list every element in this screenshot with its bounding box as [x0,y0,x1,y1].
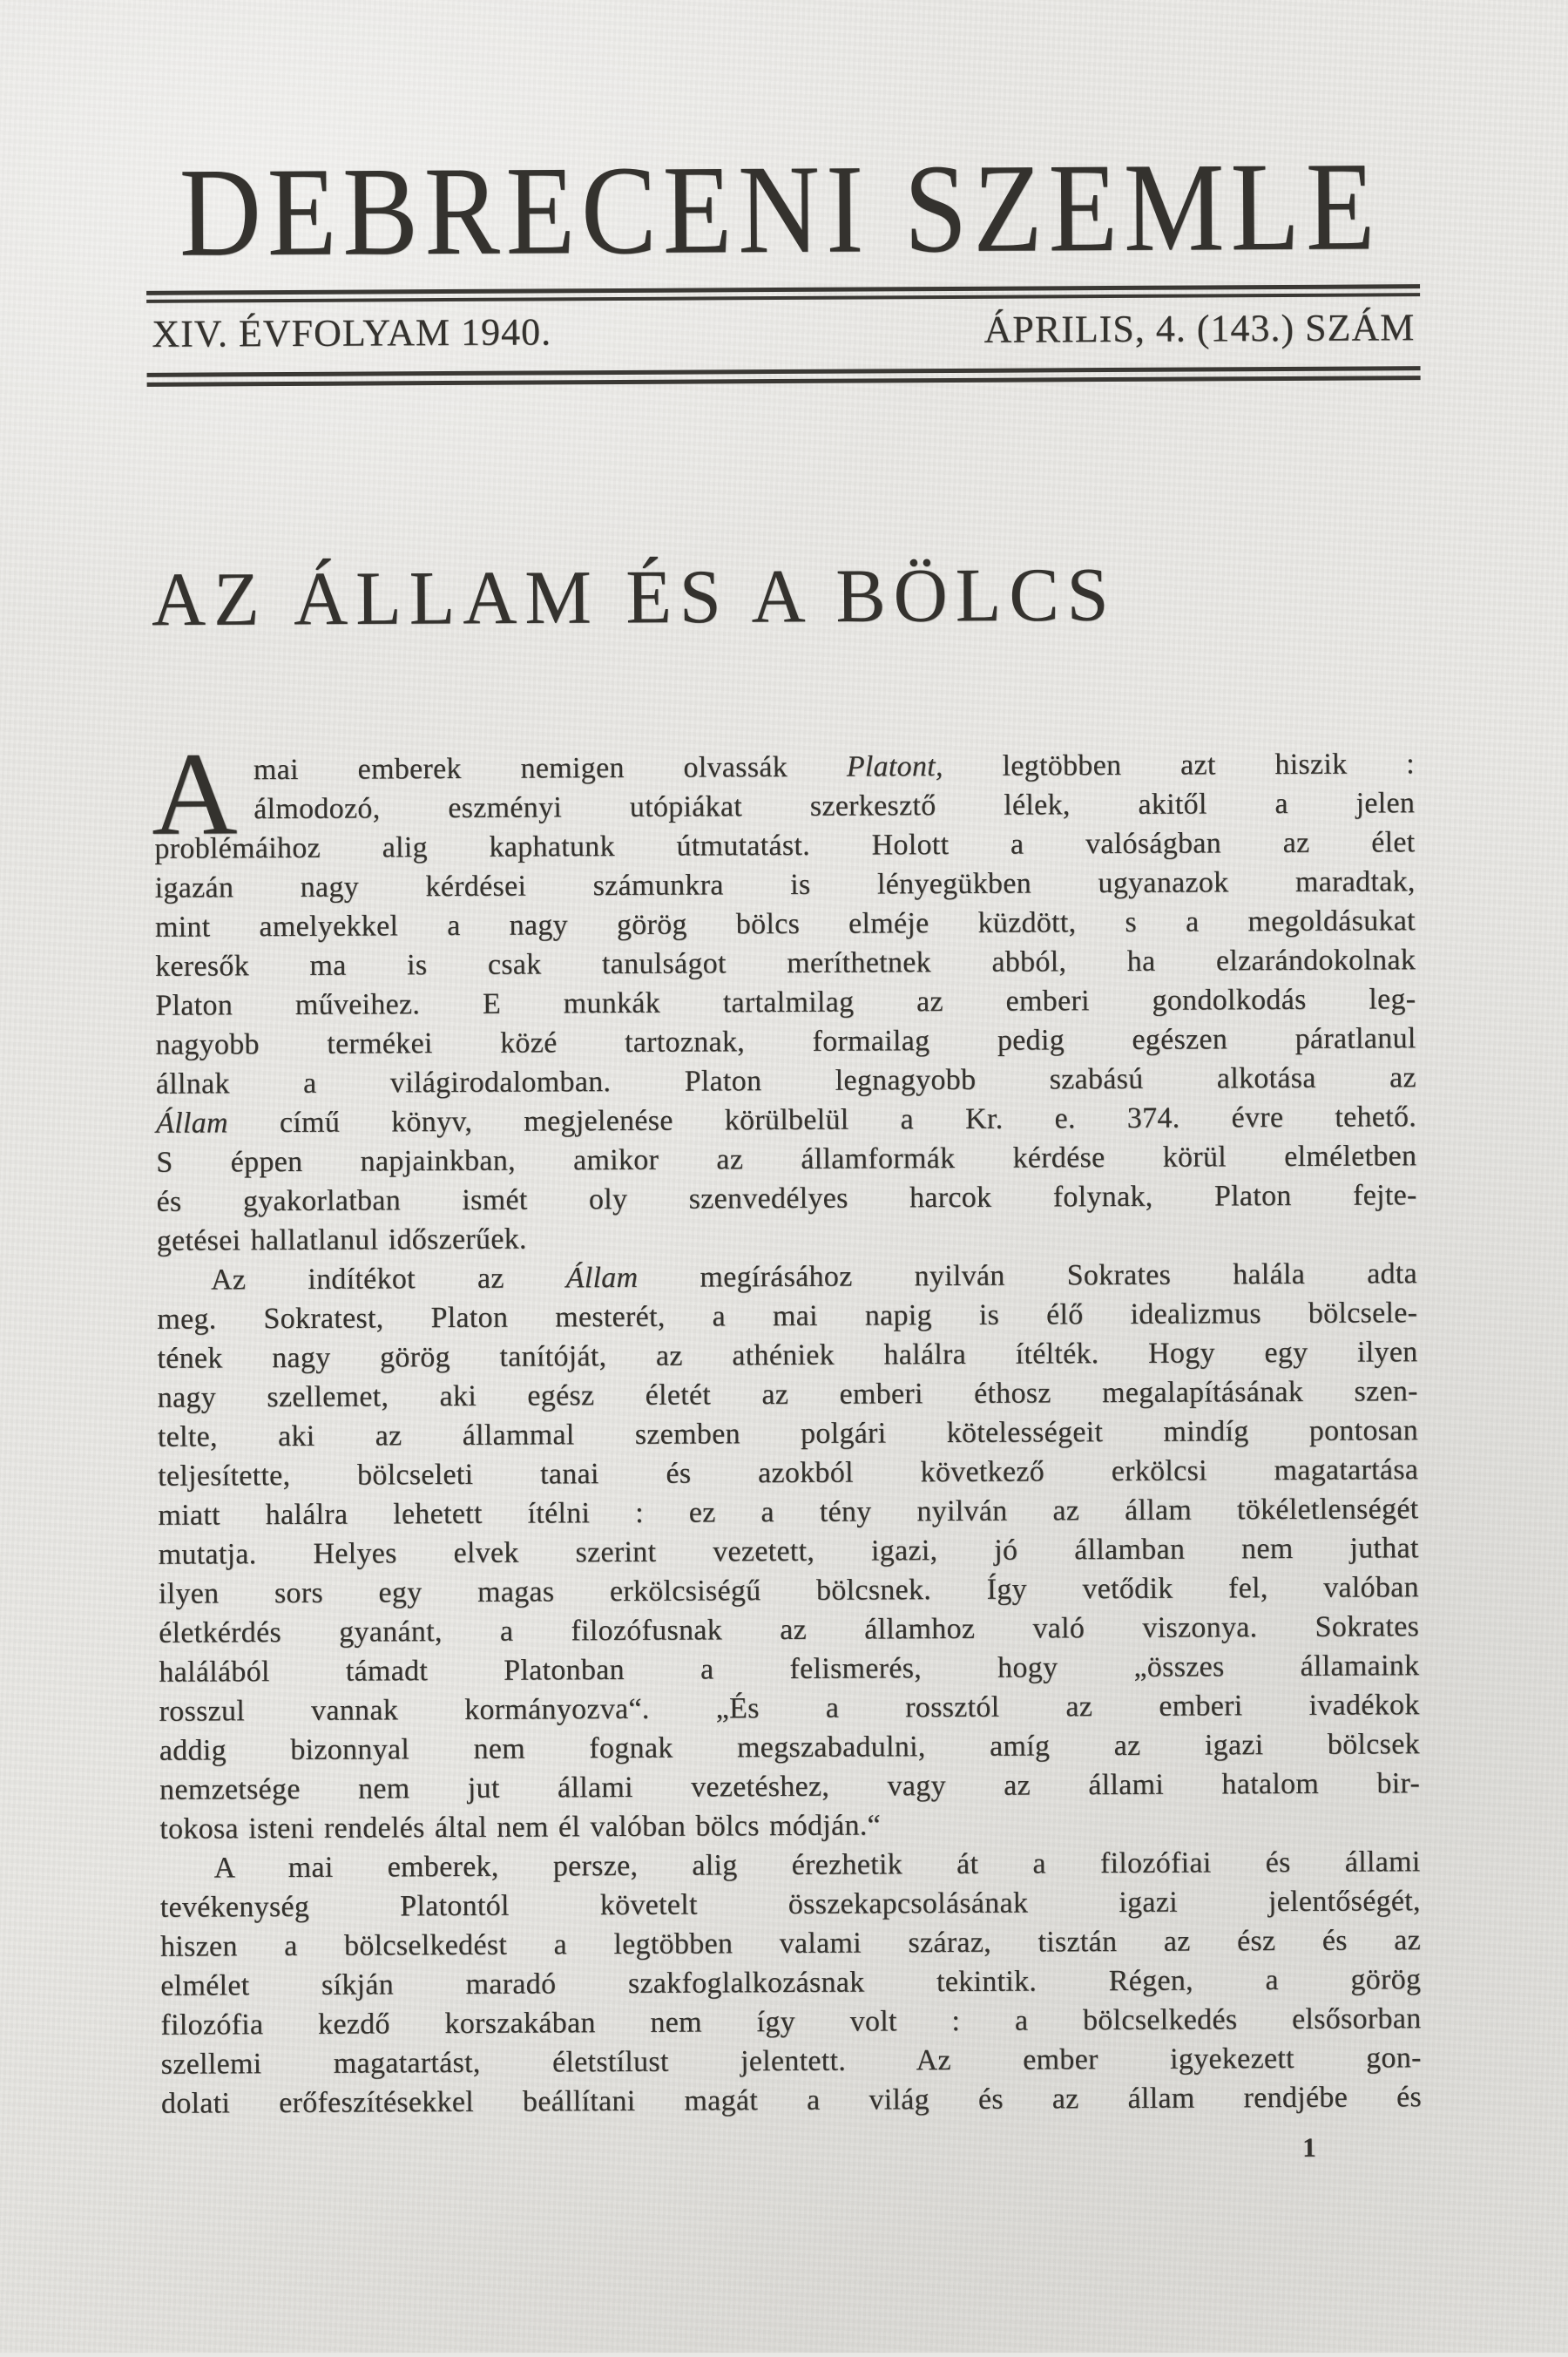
body-line: S éppen napjainkban, amikor az államformák kérdése körül elméletben [156,1140,1417,1179]
body-line: mai emberek nemigen olvassák Platont, legtöbben azt hiszik : [253,748,1416,787]
body-line: igazán nagy kérdései számunkra is lényegükben ugyanazok maradtak, [154,865,1416,904]
drop-cap-letter: A [151,728,239,860]
body-line: nagy szellemet, aki egész életét az emberi éthosz megalapításának szen- [157,1375,1418,1414]
body-line: elmélet síkján maradó szakfoglalkozásnak tekintik. Régen, a görög [160,1963,1422,2002]
body-line: Az indítékot az Állam megírásához nyilván Sokrates halála adta [210,1257,1418,1297]
issue-info-row [152,305,1415,357]
body-line: telte, aki az állammal szemben polgári kötelességeit mindíg pontosan [157,1414,1419,1453]
body-line: A mai emberek, persze, alig érezhetik át a filozófiai és állami [213,1846,1421,1885]
body-line: szellemi magatartást, életstílust jelentett. Az ember igyekezett gon- [160,2042,1422,2081]
body-line: állnak a világirodalomban. Platon legnagyobb szabású alkotása az [155,1061,1416,1101]
article-title: AZ ÁLLAM ÉS A BÖLCS [151,551,1117,642]
article-body [151,728,1423,2123]
body-line: tokosa isteni rendelés által nem él valóban bölcs módján.“ [159,1809,882,1846]
masthead-divider-rule [146,284,1420,303]
body-line: keresők ma is csak tanulságot meríthetnek abból, ha elzarándokolnak [155,944,1416,983]
journal-masthead-title: DEBRECENI SZEMLE [179,136,1382,284]
body-line: dolati erőfeszítésekkel beállítani magát a világ és az állam rendjébe és [160,2081,1423,2120]
body-line: tének nagy görög tanítóját, az athéniek halálra ítélték. Hogy egy ilyen [157,1336,1418,1375]
body-line: mint amelyekkel a nagy görög bölcs elméje küzdött, s a megoldásukat [154,904,1416,944]
paragraph [151,728,1417,1261]
body-line: ilyen sors egy magas erkölcsiségű bölcsnek. Így vetődik fel, valóban [158,1571,1419,1610]
body-line: és gyakorlatban ismét oly szenvedélyes harcok folynak, Platon fejte- [156,1179,1417,1218]
body-line: Állam című könyv, megjelenése körülbelül a Kr. e. 374. évre tehető. [155,1101,1417,1140]
body-line: életkérdés gyanánt, a filozófusnak az államhoz való viszonya. Sokrates [159,1610,1420,1649]
body-line: teljesítette, bölcseleti tanai és azokból következő erkölcsi magatartása [158,1453,1419,1493]
body-line: Platon műveihez. E munkák tartalmilag az emberi gondolkodás leg- [155,983,1416,1022]
page-number: 1 [1302,2131,1317,2163]
body-line: nagyobb termékei közé tartoznak, formailag pedig egészen páratlanul [155,1022,1416,1061]
body-line: mutatja. Helyes elvek szerint vezetett, igazi, jó államban nem juthat [158,1532,1419,1571]
issue-label: ÁPRILIS, 4. (143.) SZÁM [983,306,1416,351]
body-line: halálából támadt Platonban a felismerés, hogy „összes államaink [159,1649,1420,1689]
body-line: hiszen a bölcselkedést a legtöbben valami száraz, tisztán az ész és az [159,1924,1422,1963]
paragraph [157,1254,1421,1849]
body-line: addig bizonnyal nem fognak megszabadulni, amíg az igazi bölcsek [159,1728,1420,1767]
body-line: nemzetsége nem jut állami vezetéshez, vagy az állami hatalom bir- [159,1767,1421,1806]
header-bottom-rule [147,366,1421,387]
paragraph [159,1842,1422,2123]
body-line: filozófia kezdő korszakában nem így volt : a bölcselkedés elsősorban [160,2002,1422,2042]
body-line: álmodozó, eszményi utópiákat szerkesztő lélek, akitől a jelen [253,787,1416,826]
body-line: problémáihoz alig kaphatunk útmutatást. Holott a valóságban az élet [154,826,1416,865]
body-line: miatt halálra lehetett ítélni : ez a tény nyilván az állam tökéletlenségét [158,1493,1419,1532]
body-line: getései hallatlanul időszerűek. [156,1223,527,1257]
body-line: rosszul vannak kormányozva“. „És a rossztól az emberi ivadékok [159,1689,1420,1728]
body-line: meg. Sokratest, Platon mesterét, a mai napig is élő idealizmus bölcsele- [157,1297,1418,1336]
body-line: tevékenység Platontól követelt összekapcsolásának igazi jelentőségét, [159,1885,1421,1924]
volume-label: XIV. ÉVFOLYAM 1940. [152,310,552,356]
